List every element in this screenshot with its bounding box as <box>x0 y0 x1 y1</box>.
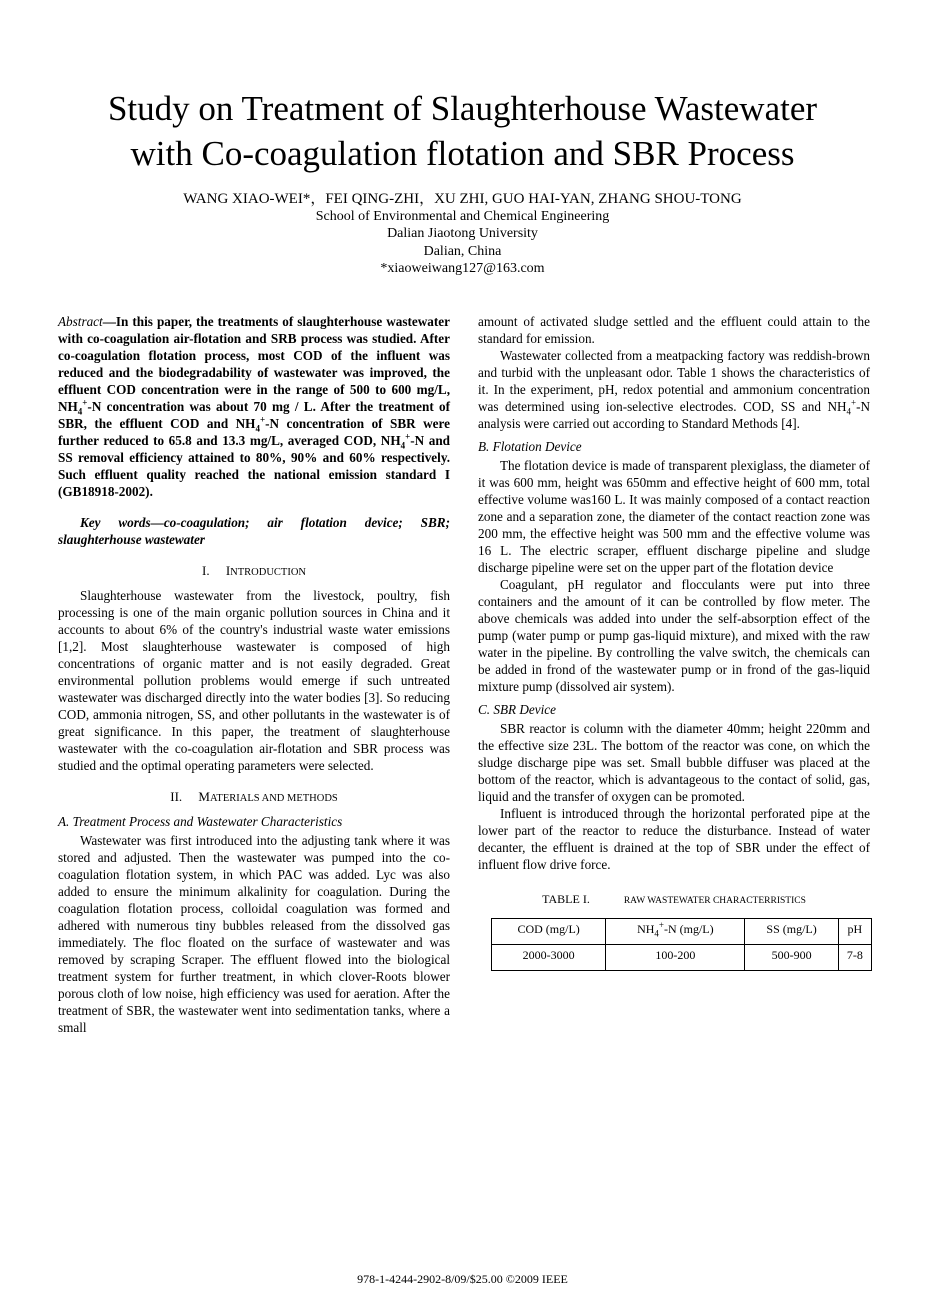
raw-wastewater-table <box>491 918 872 971</box>
text-run: Slaughterhouse wastewater from the livestock, poultry, fish processing is one of the main organic pollution sources in China and it accounts to about 6% of the country's industrial waste water emissions [1,2]. Most slaughterhouse wastewater is composed of high concentrations of organic matter and is not easily degraded. Great environmental pollution problems would emerge if such untreated wastewater was discharged directly into the water bodies [3]. So reducing COD, ammonia nitrogen, SS, and other pollutants in the wastewater is of great significance. In this paper, the treatment of slaughterhouse wastewater with the co-coagulation air-flotation and SBR process was studied and the optimal operating parameters were selected. <box>58 588 450 773</box>
text-run: -N (mg/L) <box>663 922 714 936</box>
table-label: TABLE I. <box>542 892 590 906</box>
authors: WANG XIAO-WEI*，FEI QING-ZHI，XU ZHI, GUO HAI-YAN, ZHANG SHOU-TONG <box>183 191 742 207</box>
process-paragraph <box>58 832 450 1036</box>
text-run: Wastewater collected from a meatpacking factory was reddish-brown and turbid with the unpleasant odor. Table 1 shows the characteristics of it. In the experiment, pH, redox potential and ammonium concentration was determined using ion-selective electrodes. COD, SS and NH <box>478 348 870 414</box>
abstract-text <box>58 314 450 499</box>
copyright-footer: 978-1-4244-2902-8/09/$25.00 ©2009 IEEE <box>357 1272 568 1286</box>
table-header-cell <box>745 919 838 945</box>
subsection-heading-c: C. SBR Device <box>478 702 556 717</box>
table-cell: 500-900 <box>745 945 838 971</box>
subsection-heading-b: B. Flotation Device <box>478 439 582 454</box>
section-rest: NTRODUCTION <box>230 567 306 578</box>
text-run: COD (mg/L) <box>517 922 580 936</box>
subscript: 4 <box>654 928 659 939</box>
text-run: SS (mg/L) <box>766 922 817 936</box>
affiliation-city: Dalian, China <box>423 243 502 259</box>
text-run: -N concentration was about 70 mg / L. After the treatment of SBR, the effluent COD and NH <box>58 399 450 431</box>
text-run: The flotation device is made of transparent plexiglass, the diameter of it was 600 mm, height was 650mm and effective height of 600 mm, total effective volume was160 L. It was mainly composed of a contact reaction zone and a separation zone, the diameter of the contact reaction zone was 200 mm, the effective height was 500 mm and the effective volume was 16 L. The electric scraper, effluent discharge pipeline and sludge discharge pipeline were set on the upper part of the flotation device <box>478 458 870 575</box>
sbr-paragraph-1 <box>478 720 870 805</box>
section-initial: I <box>225 563 231 578</box>
right-column <box>478 313 870 971</box>
flotation-paragraph-1 <box>478 457 870 576</box>
affiliation-school: School of Environmental and Chemical Engineering <box>315 209 610 224</box>
abstract <box>58 313 450 500</box>
subscript: 4 <box>255 423 260 434</box>
section-number: I. <box>201 563 210 578</box>
table-cell: 2000-3000 <box>492 945 606 971</box>
text-run: —In this paper, the treatments of slaughterhouse wastewater with co-coagulation air-flotation and SRB process was studied. After co-coagulation flotation process, most COD of the influent was reduced and the biodegradability of wastewater was improved, the effluent COD concentration were in the range of 500 to 600 mg/L, NH <box>58 314 450 414</box>
text-run: Wastewater was first introduced into the adjusting tank where it was stored and adjusted. Then the wastewater was pumped into the co-coagulation flotation system, in which PAC was added. Lyc was also added to ensure the minimum alkalinity for coagulation. During the coagulation flotation process, colloidal coagulation was formed and adhered with numerous tiny bubbles released from the dissolved gas immediately. The floc floated on the surface of wastewater and was removed by scraping Scraper. The effluent flowed into the biological treatment system for further treatment, in which clover-Roots blower porous cloth of low noise, high efficiency was used for aeration. After the treatment of SBR, the wastewater went into sedimentation tanks, where a small <box>58 833 450 1035</box>
paper-title <box>0 86 925 176</box>
text-run: Influent is introduced through the horizontal perforated pipe at the lower part of the reactor to reduce the disturbance. Instead of water decanter, the effluent is drained at the top of SBR under the effect of influent flow drive force. <box>478 806 870 872</box>
subsection-heading-a: A. Treatment Process and Wastewater Characteristics <box>58 814 343 829</box>
process-paragraph-continued <box>478 313 870 347</box>
text-run: -N analysis were carried out according to Standard Methods [4]. <box>478 399 870 431</box>
text-run: NH <box>637 922 655 936</box>
sbr-paragraph-2 <box>478 805 870 873</box>
section-rest: ATERIALS AND METHODS <box>209 793 338 804</box>
text-run: -N concentration of SBR were further reduced to 65.8 and 13.3 mg/L, averaged COD, NH <box>58 416 450 448</box>
title-line: Study on Treatment of Slaughterhouse Wastewater <box>107 89 818 128</box>
superscript: + <box>851 397 857 408</box>
subscript: 4 <box>400 440 406 451</box>
title-line: with Co-coagulation flotation and SBR Process <box>130 134 795 173</box>
text-run: pH <box>847 922 863 936</box>
table-title: RAW WASTEWATER CHARACTERRISTICS <box>623 896 806 906</box>
subscript: 4 <box>846 406 851 417</box>
superscript: + <box>82 397 88 408</box>
author-email: *xiaoweiwang127@163.com <box>380 260 545 276</box>
table-cell: 100-200 <box>606 945 745 971</box>
text-run: amount of activated sludge settled and the effluent could attain to the standard for emission. <box>478 314 870 346</box>
superscript: + <box>658 920 664 930</box>
keywords: Key words—co-coagulation; air flotation device; SBR; slaughterhouse wastewater <box>58 515 450 547</box>
table-cell: 7-8 <box>838 945 871 971</box>
table-header-cell <box>606 919 745 945</box>
subscript: 4 <box>77 406 83 417</box>
left-column <box>58 313 450 1036</box>
abstract-label: Abstract <box>58 314 103 329</box>
superscript: + <box>405 431 411 442</box>
affiliation <box>0 208 925 277</box>
table-header-cell <box>838 919 871 945</box>
text-run: -N and SS removal efficiency attained to 80%, 90% and 60% respectively. Such effluent quality reached the national emission standard I (GB18918-2002). <box>58 433 450 499</box>
table-row <box>492 945 872 971</box>
section-heading-introduction <box>58 562 450 581</box>
section-number: II. <box>170 789 183 804</box>
text-run: SBR reactor is column with the diameter 40mm; height 220mm and the effective size 23L. The bottom of the reactor was cone, on which the sludge discharge pipe was set. Small bubble diffuser was placed at the bottom of the reactor, which is advantageous to the contact of solid, gas, liquid and the transfer of oxygen can be promoted. <box>478 721 870 804</box>
table-header-row <box>492 919 872 945</box>
affiliation-university: Dalian Jiaotong University <box>387 226 538 242</box>
table-header-cell <box>492 919 606 945</box>
superscript: + <box>259 414 266 425</box>
section-initial: M <box>198 789 210 804</box>
text-run: Coagulant, pH regulator and flocculants were put into three containers and the amount of it can be controlled by flow meter. The above chemicals was added into under the self-absorption effect of the pump (water pump or pump gas-liquid mixture), and mixed with the raw water in the pipeline. By controlling the valve switch, the chemicals can be added in frond of the wastewater pump or in frond of the gas-liquid mixture pump (dissolved air system). <box>478 577 870 694</box>
table-caption <box>478 891 870 910</box>
flotation-paragraph-2 <box>478 576 870 695</box>
wastewater-paragraph <box>478 347 870 432</box>
section-heading-materials <box>58 788 450 807</box>
intro-paragraph <box>58 587 450 774</box>
